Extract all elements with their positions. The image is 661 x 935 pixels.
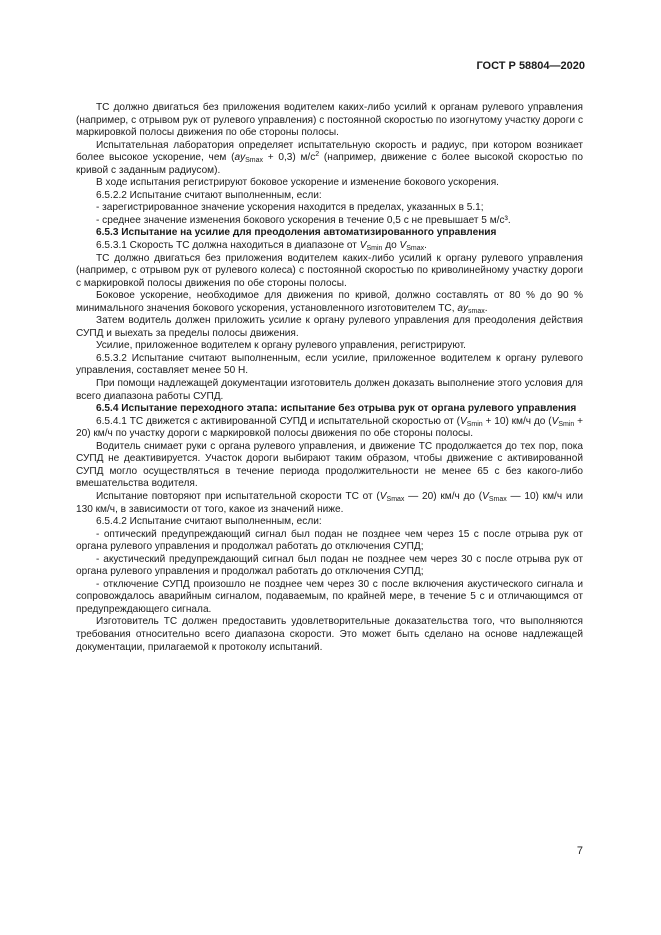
clause-6-5-4-2: 6.5.4.2 Испытание считают выполненным, если: [96, 516, 322, 528]
section-heading-6-5-4: 6.5.4 Испытание переходного этапа: испытание без отрыва рук от органа рулевого управления [96, 403, 577, 415]
list-item: - отключение СУПД произошло не позднее чем через 30 с после включения акустического сигнала и сопровождалось аварийным сигналом, подаваемым, по крайней мере, в течение 5 с и отличающимся от предупреждающего сигнала. [76, 578, 583, 615]
paragraph: Боковое ускорение, необходимое для движения по кривой, должно составлять от 80 % до 90 % минимального значения бокового ускорения, установленного изготовителем ТС, $ay_{smax}$. [76, 290, 583, 315]
paragraph: Изготовитель ТС должен предоставить удовлетворительные доказательства того, что выполняются требования относительно всего диапазона скорости. Это может быть сделано на основе надлежащей документации, прилагаемой к протоколу испытаний. [76, 616, 583, 653]
clause-6-5-2-2: 6.5.2.2 Испытание считают выполненным, если: [96, 189, 322, 201]
paragraph: ТС должно двигаться без приложения водителем каких-либо усилий к органу рулевого управления (например, с отрывом рук от рулевого колеса) с постоянной скоростью по криволинейному участку дороги с маркировкой полосы движения по обе стороны полосы. [76, 252, 583, 289]
page-number: 7 [576, 845, 583, 857]
clause-6-5-4-1: 6.5.4.1 ТС движется с активированной СУПД и испытательной скоростью от $(V_{Smin} + 10)$ км/ч до $(V_{Smin} + 20)$ км/ч по участку дороги с маркировкой полосы движения по обе стороны полосы. [76, 415, 583, 440]
list-item: - оптический предупреждающий сигнал был подан не позднее чем через 15 с после отрыва рук от органа рулевого управления и продолжал работать до отключения СУПД; [76, 528, 583, 553]
document-body [76, 102, 583, 654]
section-heading-6-5-3: 6.5.3 Испытание на усилие для преодоления автоматизированного управления [96, 227, 497, 239]
paragraph: При помощи надлежащей документации изготовитель должен доказать выполнение этого условия для всего диапазона работы СУПД. [76, 378, 583, 402]
paragraph: Водитель снимает руки с органа рулевого управления, и движение ТС продолжается до тех пор, пока СУПД не деактивируется. Участок дороги выбирают таким образом, чтобы движение с активированной СУПД могло осуществляться в течение периода продолжительности не менее 65 с без какого-либо вмешательства водителя. [76, 440, 583, 490]
paragraph: В ходе испытания регистрируют боковое ускорение и изменение бокового ускорения. [96, 177, 499, 189]
list-item: - акустический предупреждающий сигнал был подан не позднее чем через 30 с после отрыва рук от органа рулевого управления и продолжал работать до отключения СУПД; [76, 553, 583, 578]
page-header-standard: ГОСТ Р 58804—2020 [476, 60, 585, 72]
clause-6-5-3-1: 6.5.3.1 Скорость ТС должна находиться в диапазоне от $V_{Smin}$ до $V_{Smax}$. [96, 240, 427, 253]
clause-6-5-3-2: 6.5.3.2 Испытание считают выполненным, если усилие, приложенное водителем к органу рулевого управления, составляет менее 50 Н. [76, 352, 583, 377]
paragraph: Усилие, приложенное водителем к органу рулевого управления, регистрируют. [96, 340, 466, 352]
paragraph: ТС должно двигаться без приложения водителем каких-либо усилий к органам рулевого управления (например, с отрывом рук от рулевого управления) с постоянной скоростью по изогнутому участку дороги с маркировкой полосы движения по обе стороны полосы. [76, 102, 583, 139]
list-item: - среднее значение изменения бокового ускорения в течение 0,5 с не превышает 5 м/с³. [96, 214, 511, 226]
paragraph: Испытание повторяют при испытательной скорости ТС от ($V_{Smax}$ — 20) км/ч до ($V_{Smax}$ — 10) км/ч или 130 км/ч, в зависимости от того, какое из значений ниже. [76, 490, 583, 515]
paragraph: Затем водитель должен приложить усилие к органу рулевого управления для преодоления действия СУПД и выехать за пределы полосы движения. [76, 315, 583, 339]
list-item: - зарегистрированное значение ускорения находится в пределах, указанных в 5.1; [96, 202, 484, 214]
paragraph: Испытательная лаборатория определяет испытательную скорость и радиус, при котором возникает более высокое ускорение, чем $(ay_{Smax} + 0,3)$ $м/с^2$ (например, движение с более высокой скоростью по кривой с заданным радиусом). [76, 139, 583, 176]
